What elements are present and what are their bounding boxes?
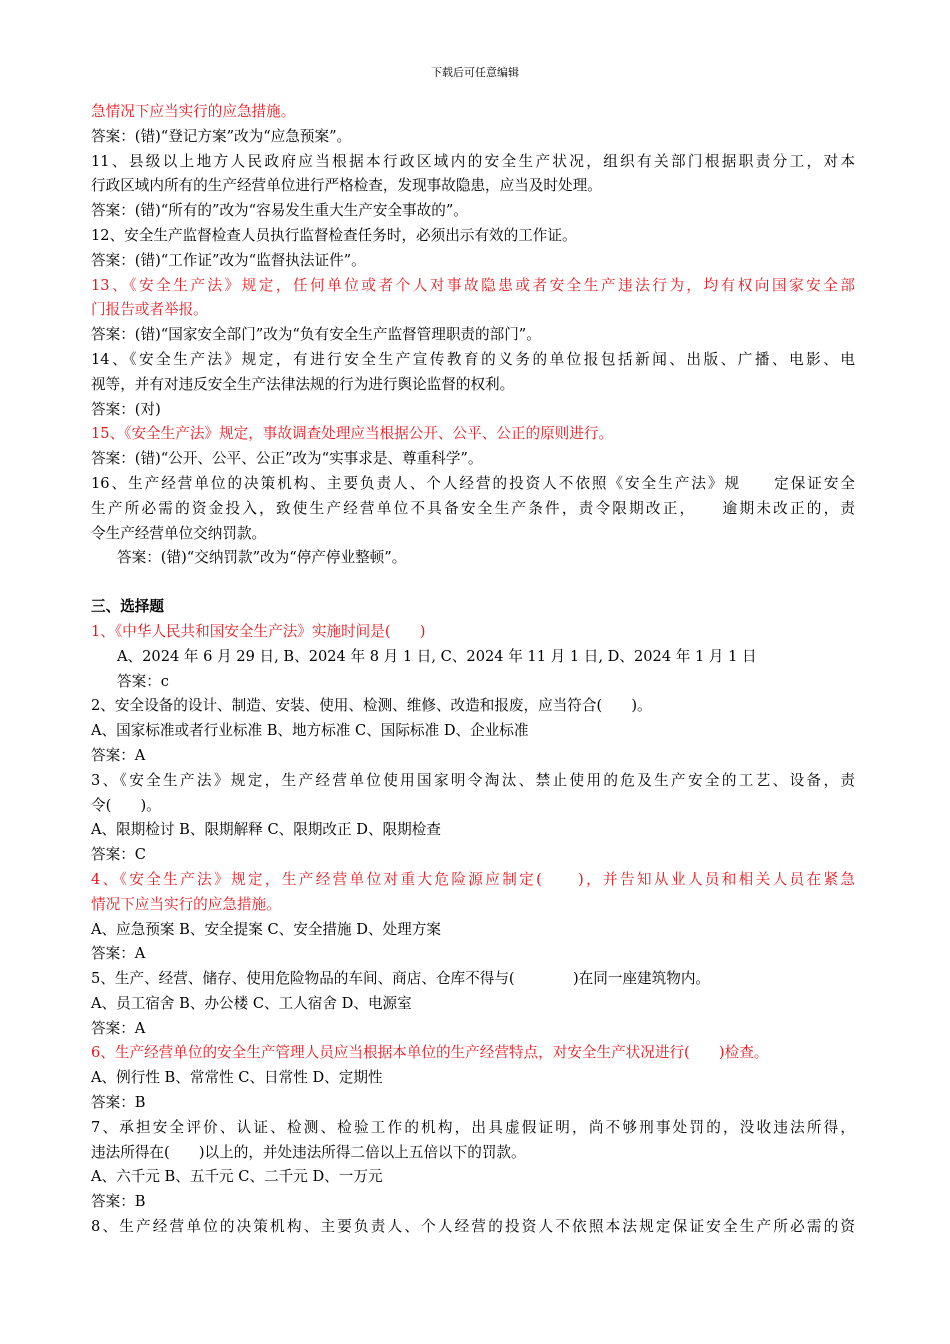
text-line: A、例行性 B、常常性 C、日常性 D、定期性	[91, 1069, 383, 1087]
text-line: 8、生产经营单位的决策机构、主要负责人、个人经营的投资人不依照本法规定保证安全生产所必需的资	[91, 1218, 855, 1236]
section-heading: 三、选择题	[91, 598, 164, 616]
text-line: A、限期检讨 B、限期解释 C、限期改正 D、限期检查	[91, 821, 441, 839]
text-line: 答案：B	[91, 1094, 146, 1112]
text-line: 答案：A	[91, 945, 146, 963]
text-line: A、2024 年 6 月 29 日, B、2024 年 8 月 1 日, C、2024 年 11 月 1 日, D、2024 年 1 月 1 日	[117, 647, 757, 665]
text-line: 答案：(错)“工作证”改为“监督执法证件”。	[91, 251, 366, 269]
text-line: 5、生产、经营、储存、使用危险物品的车间、商店、仓库不得与( )在同一座建筑物内。	[91, 970, 711, 988]
text-line: 答案：c	[117, 672, 169, 690]
text-line: 违法所得在( )以上的，并处违法所得二倍以上五倍以下的罚款。	[91, 1143, 526, 1161]
document-body	[91, 100, 855, 1240]
text-line: 15、《安全生产法》规定，事故调查处理应当根据公开、公平、公正的原则进行。	[91, 425, 614, 443]
page-header: 下载后可任意编辑	[431, 66, 519, 79]
text-line: A、应急预案 B、安全提案 C、安全措施 D、处理方案	[91, 920, 441, 938]
text-line: 7、承担安全评价、认证、检测、检验工作的机构，出具虚假证明，尚不够刑事处罚的，没收违法所得，	[91, 1118, 855, 1136]
text-line: 答案：B	[91, 1193, 146, 1211]
text-line: 16、生产经营单位的决策机构、主要负责人、个人经营的投资人不依照《安全生产法》规 定保证安全	[91, 474, 855, 492]
text-line: 6、生产经营单位的安全生产管理人员应当根据本单位的生产经营特点，对安全生产状况进行( )检查。	[91, 1044, 769, 1062]
text-line: 急情况下应当实行的应急措施。	[91, 103, 296, 120]
text-line: 情况下应当实行的应急措施。	[91, 895, 281, 913]
text-line: 13、《安全生产法》规定，任何单位或者个人对事故隐患或者安全生产违法行为，均有权向国家安全部	[91, 276, 855, 294]
text-line: 答案：(错)“交纳罚款”改为“停产停业整顿”。	[117, 549, 407, 567]
text-line: A、员工宿舍 B、办公楼 C、工人宿舍 D、电源室	[91, 994, 412, 1012]
text-line: 视等，并有对违反安全生产法律法规的行为进行舆论监督的权利。	[91, 375, 515, 393]
text-line: 答案：A	[91, 746, 146, 764]
text-line: 12、安全生产监督检查人员执行监督检查任务时，必须出示有效的工作证。	[91, 226, 577, 244]
text-line: 11、县级以上地方人民政府应当根据本行政区域内的安全生产状况，组织有关部门根据职责分工，对本	[91, 152, 855, 170]
text-line: 答案：(错)“所有的”改为“容易发生重大生产安全事故的”。	[91, 202, 468, 220]
text-line: 生产所必需的资金投入，致使生产经营单位不具备安全生产条件，责令限期改正， 逾期未改正的，责	[91, 499, 855, 517]
text-line: 1、《中华人民共和国安全生产法》实施时间是( )	[91, 622, 426, 640]
text-line: 3、《安全生产法》规定，生产经营单位使用国家明令淘汰、禁止使用的危及生产安全的工艺、设备，责	[91, 771, 855, 789]
text-line: 令生产经营单位交纳罚款。	[91, 524, 267, 542]
text-line: 答案：(错)“国家安全部门”改为“负有安全生产监督管理职责的部门”。	[91, 326, 541, 344]
text-line: 答案：(错)“公开、公平、公正”改为“实事求是、尊重科学”。	[91, 450, 483, 468]
text-line: 14、《安全生产法》规定，有进行安全生产宣传教育的义务的单位报包括新闻、出版、广播、电影、电	[91, 350, 855, 368]
text-line: 门报告或者举报。	[91, 301, 208, 319]
text-line: 令( )。	[91, 796, 161, 814]
text-line: 答案：(错)“登记方案”改为“应急预案”。	[91, 127, 352, 145]
text-line: 2、安全设备的设计、制造、安装、使用、检测、维修、改造和报废，应当符合( )。	[91, 697, 652, 715]
text-line: 4、《安全生产法》规定，生产经营单位对重大危险源应制定( )，并告知从业人员和相关人员在紧急	[91, 870, 855, 888]
text-line: A、六千元 B、五千元 C、二千元 D、一万元	[91, 1168, 383, 1186]
text-line: A、国家标准或者行业标准 B、地方标准 C、国际标准 D、企业标准	[91, 722, 529, 740]
text-line: 答案：A	[91, 1019, 146, 1037]
text-line: 答案：(对)	[91, 400, 161, 418]
text-line: 行政区域内所有的生产经营单位进行严格检查，发现事故隐患，应当及时处理。	[91, 177, 602, 195]
text-line: 答案：C	[91, 846, 146, 864]
